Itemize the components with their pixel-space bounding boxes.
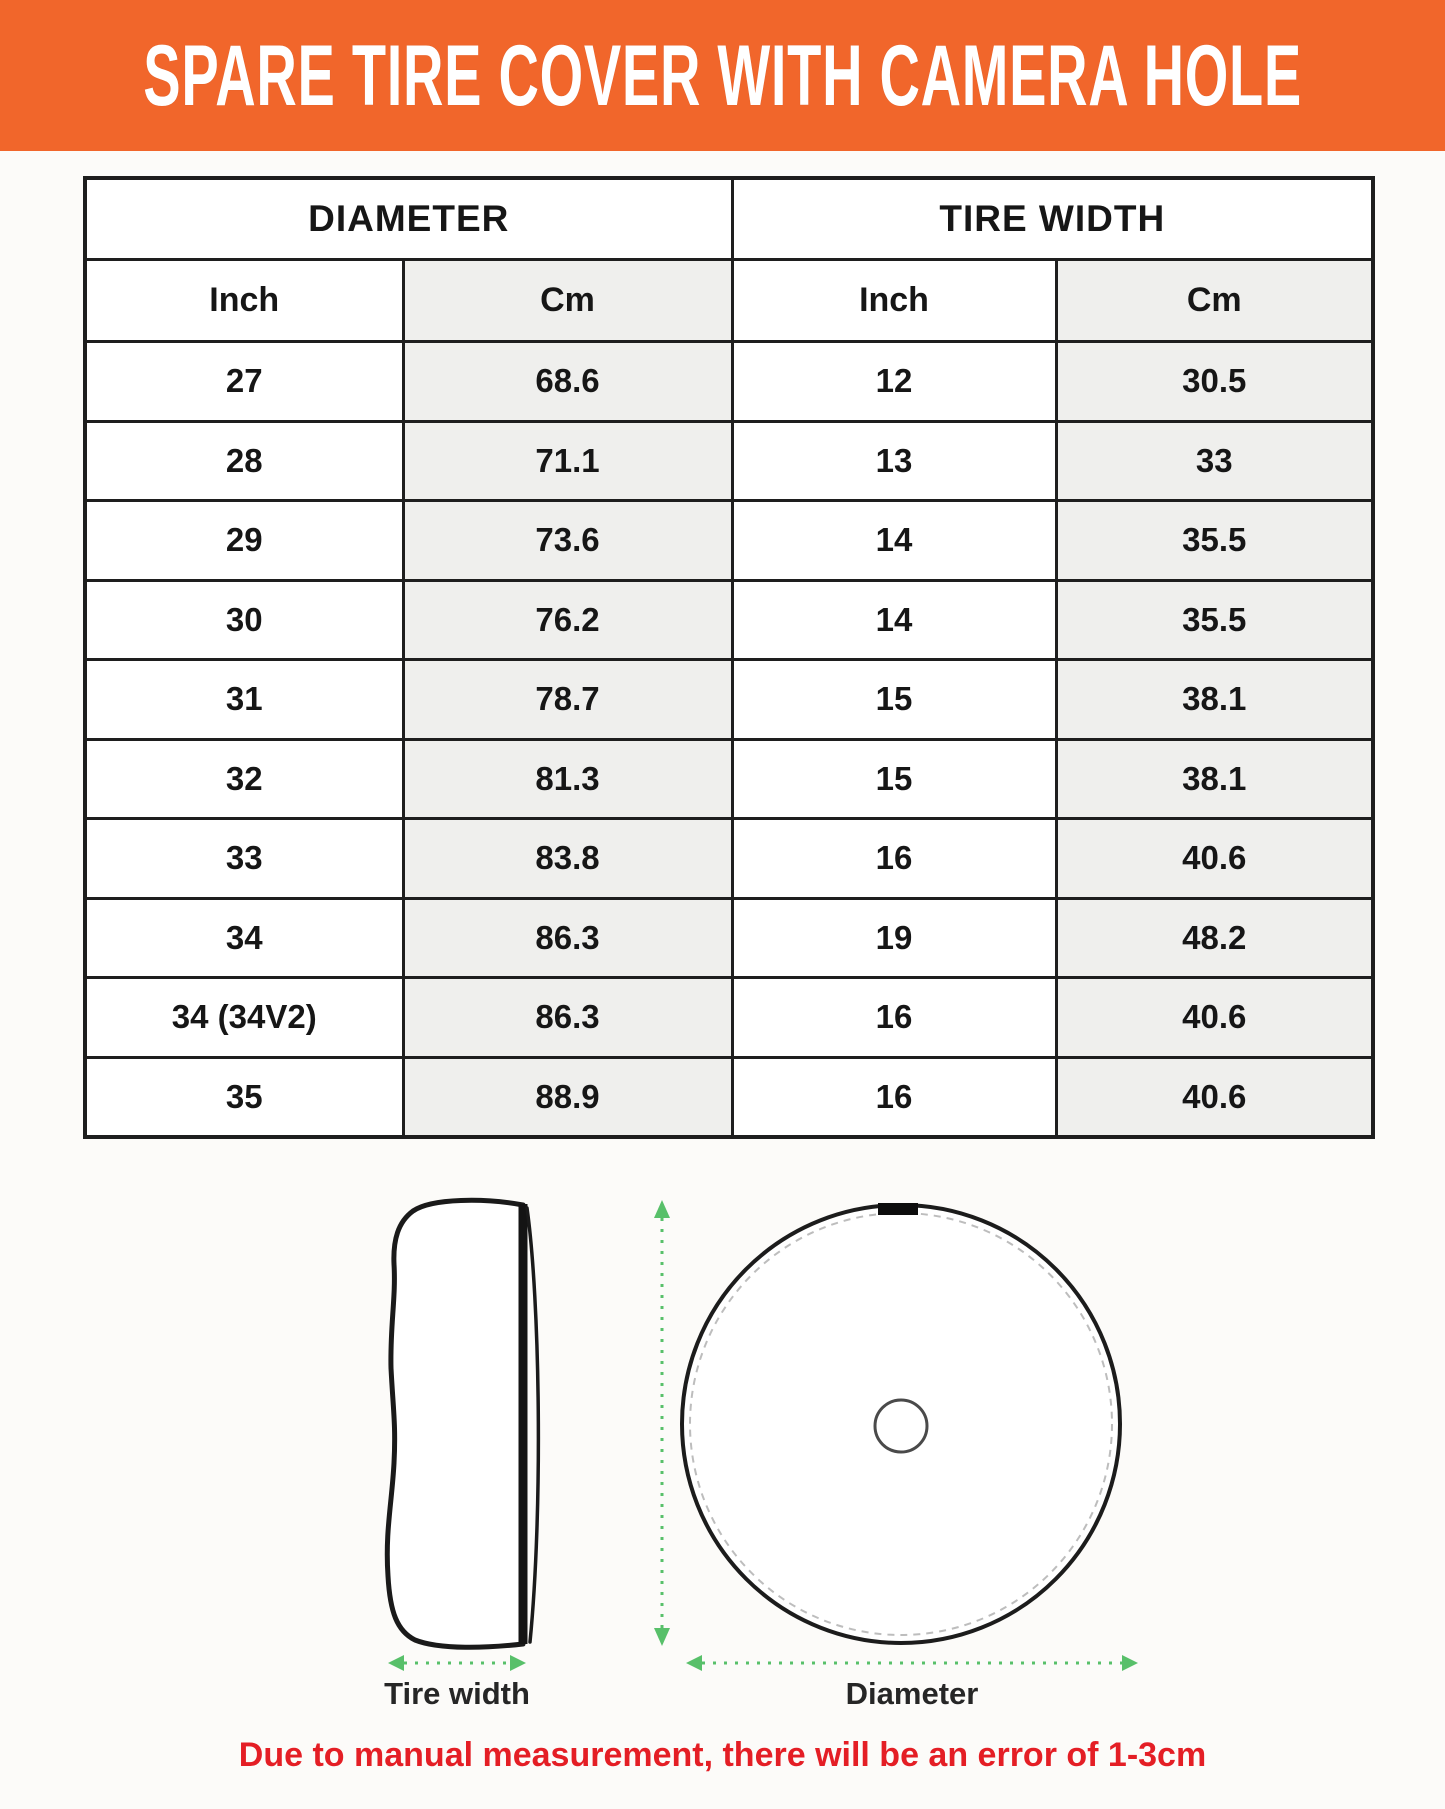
size-table [83,176,1375,1139]
table-cell: 19 [732,898,1056,978]
table-row [85,1057,1373,1137]
table-cell: 30.5 [1056,342,1373,422]
table-cell: 30 [85,580,403,660]
arrowhead-down-icon [654,1628,670,1646]
arrowhead-right-icon [1122,1655,1138,1671]
table-cell: 27 [85,342,403,422]
column-header-cm: Cm [403,260,732,342]
table-row [85,342,1373,422]
table-row [85,819,1373,899]
table-cell: 16 [732,1057,1056,1137]
title-banner [0,0,1445,151]
table-cell: 34 [85,898,403,978]
table-row [85,739,1373,819]
table-row [85,978,1373,1058]
table-cell: 16 [732,978,1056,1058]
table-row [85,660,1373,740]
table-cell: 83.8 [403,819,732,899]
table-cell: 31 [85,660,403,740]
group-header-diameter: DIAMETER [85,178,732,260]
table-cell: 15 [732,739,1056,819]
column-header-inch: Inch [85,260,403,342]
arrowhead-left-icon [388,1655,404,1671]
table-cell: 40.6 [1056,819,1373,899]
tire-side-view-outline [387,1200,523,1647]
table-cell: 32 [85,739,403,819]
camera-hole [875,1400,927,1452]
table-row [85,580,1373,660]
tire-width-label: Tire width [384,1676,530,1711]
table-cell: 35.5 [1056,580,1373,660]
table-cell: 28 [85,421,403,501]
table-cell: 35 [85,1057,403,1137]
table-cell: 88.9 [403,1057,732,1137]
table-cell: 40.6 [1056,1057,1373,1137]
table-cell: 81.3 [403,739,732,819]
table-cell: 33 [85,819,403,899]
tire-measurement-diagram [0,1180,1445,1725]
tire-sidewall-arc [527,1208,538,1642]
table-cell: 12 [732,342,1056,422]
table-row [85,501,1373,581]
table-cell: 14 [732,580,1056,660]
table-cell: 16 [732,819,1056,899]
table-cell: 34 (34V2) [85,978,403,1058]
table-cell: 14 [732,501,1056,581]
group-header-tire-width: TIRE WIDTH [732,178,1373,260]
table-body [85,342,1373,1138]
hanger-tab [878,1203,918,1215]
measurement-error-note: Due to manual measurement, there will be an error of 1-3cm [238,1736,1207,1774]
table-cell: 86.3 [403,898,732,978]
table-cell: 38.1 [1056,660,1373,740]
table-cell: 76.2 [403,580,732,660]
table-cell: 78.7 [403,660,732,740]
table-row [85,421,1373,501]
group-header-row [85,178,1373,260]
table-cell: 35.5 [1056,501,1373,581]
column-header-row [85,260,1373,342]
table-cell: 71.1 [403,421,732,501]
arrowhead-up-icon [654,1200,670,1218]
table-head [85,178,1373,342]
table-cell: 15 [732,660,1056,740]
table-cell: 73.6 [403,501,732,581]
table-cell: 86.3 [403,978,732,1058]
table-cell: 29 [85,501,403,581]
table-cell: 33 [1056,421,1373,501]
arrowhead-right-icon [510,1655,526,1671]
table-row [85,898,1373,978]
table-cell: 38.1 [1056,739,1373,819]
column-header-inch: Inch [732,260,1056,342]
table-cell: 68.6 [403,342,732,422]
arrowhead-left-icon [686,1655,702,1671]
table-cell: 40.6 [1056,978,1373,1058]
column-header-cm: Cm [1056,260,1373,342]
table-cell: 48.2 [1056,898,1373,978]
table-cell: 13 [732,421,1056,501]
page-title: SPARE TIRE COVER WITH CAMERA HOLE [143,26,1302,124]
diameter-label: Diameter [845,1676,979,1711]
